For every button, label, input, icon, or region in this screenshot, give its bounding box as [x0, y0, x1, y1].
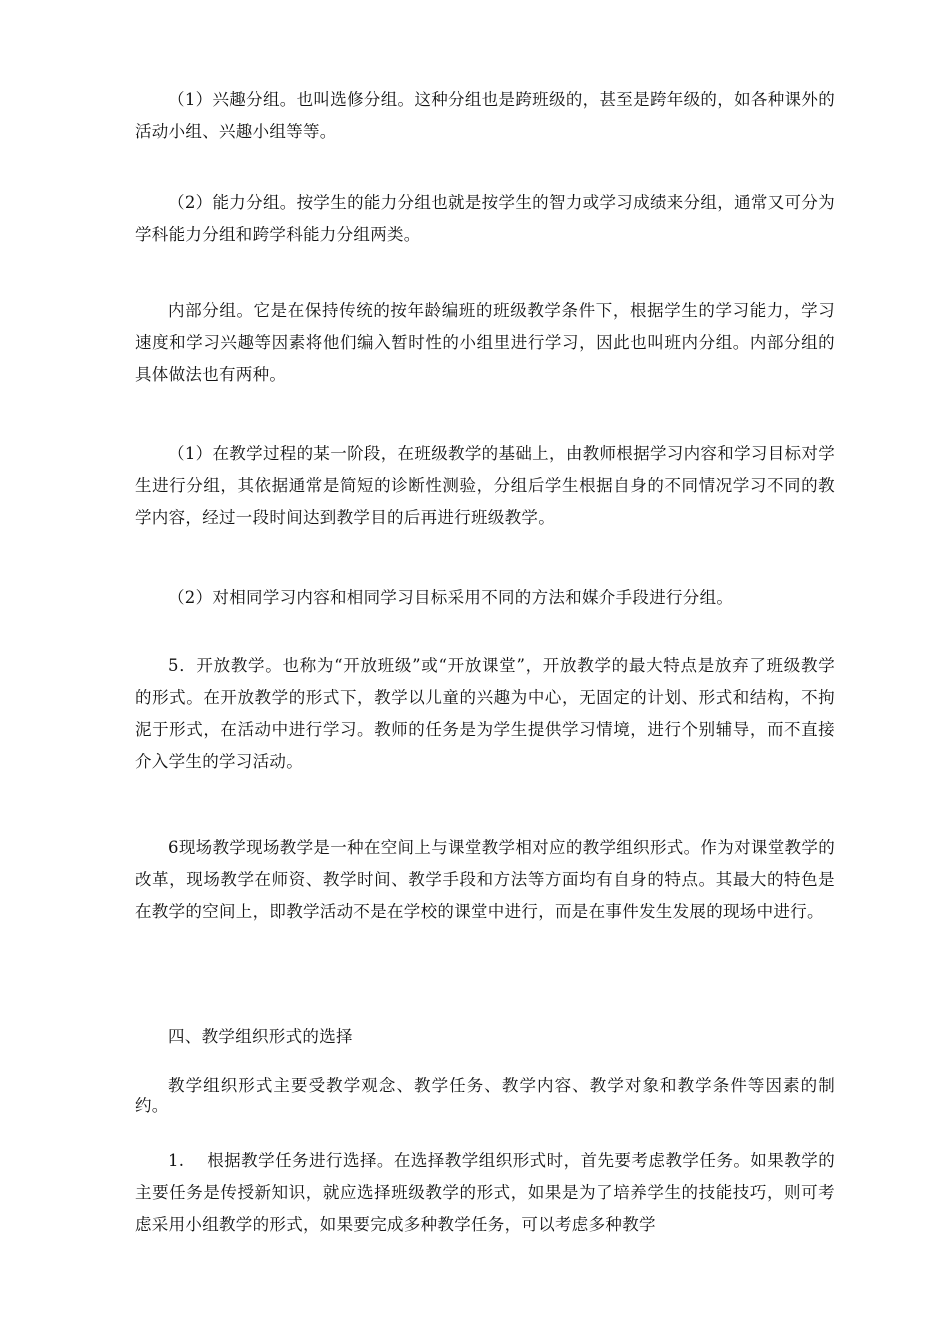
paragraph-field-teaching: 6现场教学现场教学是一种在空间上与课堂教学相对应的教学组织形式。作为对课堂教学的改革，现场教学在师资、教学时间、教学手段和方法等方面均有自身的特点。其最大的特色是在教学的空间上，即教学活动不是在学校的课堂中进行，而是在事件发生发展的现场中进行。 — [135, 838, 835, 921]
section-heading-selection: 四、教学组织形式的选择 — [168, 1027, 353, 1046]
paragraph-selection-by-task: 1. 根据教学任务进行选择。在选择教学组织形式时，首先要考虑教学任务。如果教学的主要任务是传授新知识，就应选择班级教学的形式，如果是为了培养学生的技能技巧，则可考虑采用小组教学的形式，如果要完成多种教学任务，可以考虑多种教学 — [135, 1151, 835, 1234]
paragraph-internal-method-1: （1）在教学过程的某一阶段，在班级教学的基础上，由教师根据学习内容和学习目标对学生进行分组，其依据通常是简短的诊断性测验，分组后学生根据自身的不同情况学习不同的教学内容，经过一段时间达到教学目的后再进行班级教学。 — [135, 444, 835, 527]
paragraph-selection-factors: 教学组织形式主要受教学观念、教学任务、教学内容、教学对象和教学条件等因素的制约。 — [135, 1076, 835, 1115]
paragraph-open-teaching: 5．开放教学。也称为“开放班级”或“开放课堂”，开放教学的最大特点是放弃了班级教学的形式。在开放教学的形式下，教学以儿童的兴趣为中心，无固定的计划、形式和结构，不拘泥于形式，在活动中进行学习。教师的任务是为学生提供学习情境，进行个别辅导，而不直接介入学生的学习活动。 — [135, 656, 835, 771]
paragraph-interest-grouping: （1）兴趣分组。也叫选修分组。这种分组也是跨班级的，甚至是跨年级的，如各种课外的活动小组、兴趣小组等等。 — [135, 90, 835, 141]
paragraph-internal-grouping: 内部分组。它是在保持传统的按年龄编班的班级教学条件下，根据学生的学习能力，学习速度和学习兴趣等因素将他们编入暂时性的小组里进行学习，因此也叫班内分组。内部分组的具体做法也有两种。 — [135, 301, 835, 384]
paragraph-ability-grouping: （2）能力分组。按学生的能力分组也就是按学生的智力或学习成绩来分组，通常又可分为学科能力分组和跨学科能力分组两类。 — [135, 193, 835, 244]
paragraph-internal-method-2: （2）对相同学习内容和相同学习目标采用不同的方法和媒介手段进行分组。 — [168, 588, 734, 607]
